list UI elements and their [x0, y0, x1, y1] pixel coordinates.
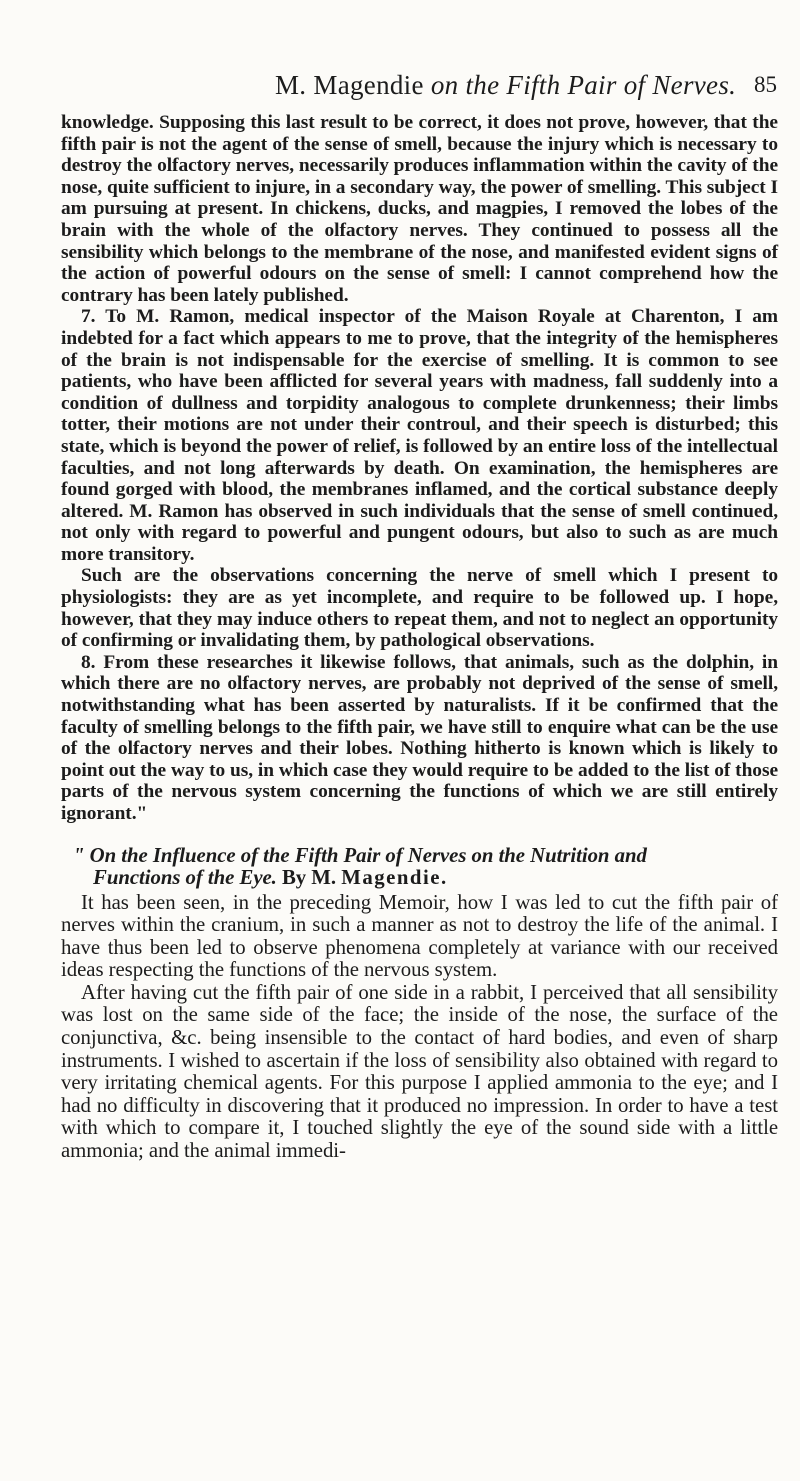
page-number: 85: [754, 72, 777, 97]
memoir-one-continuation: [61, 112, 778, 825]
byline-author: Magendie.: [341, 866, 448, 890]
running-head: [0, 70, 800, 100]
body-text: [61, 112, 778, 1162]
paragraph: After having cut the fifth pair of one side in a rabbit, I perceived that all sensibility was lost on the same side of the face; the inside of the nose, the surface of the conjunctiva, &c. being insensible to the contact of hard bodies, and even of sharp instruments. I wished to ascertain if the loss of sensibility also obtained with regard to very irritating chemical agents. For this purpose I applied ammonia to the eye; and I had no difficulty in discovering that it produced no impression. In order to have a test with which to compare it, I touched slightly the eye of the sound side with a little ammonia; and the animal immedi-: [61, 980, 778, 1162]
paragraph: knowledge. Supposing this last result to be correct, it does not prove, however, that the fifth pair is not the agent of the sense of smell, because the injury which is necessary to destroy the olfactory nerves, necessarily produces inflammation within the cavity of the nose, quite sufficient to injure, in a secondary way, the power of smelling. This subject I am pursuing at present. In chickens, ducks, and magpies, I removed the lobes of the brain with the whole of the olfactory nerves. They continued to possess all the sensibility which belongs to the membrane of the nose, and manifested evident signs of the action of powerful odours on the sense of smell: I cannot comprehend how the contrary has been lately published.: [61, 112, 778, 306]
paragraph: 8. From these researches it likewise follows, that animals, such as the dolphin, in which there are no olfactory nerves, are probably not deprived of the sense of smell, notwithstanding what has been asserted by naturalists. If it be confirmed that the faculty of smelling belongs to the fifth pair, we have still to enquire what can be the use of the olfactory nerves and their lobes. Nothing hitherto is known which is likely to point out the way to us, in which case they would require to be added to the list of those parts of the nervous system concerning the functions of which we are still entirely ignorant.": [61, 651, 778, 824]
section-heading-title-line1: " On the Influence of the Fifth Pair of Nerves on the Nutrition and: [73, 843, 647, 867]
section-heading: [61, 845, 778, 890]
byline-prefix: By M.: [276, 866, 342, 890]
running-title: [275, 70, 736, 100]
section-heading-byline: [277, 866, 448, 889]
running-title-italic: on the Fifth Pair of Nerves.: [430, 70, 737, 100]
memoir-two: [61, 845, 778, 1163]
running-title-prefix: M. Magendie: [275, 70, 431, 100]
paragraph: Such are the observations concerning the nerve of smell which I present to physiologists: they are as yet incomplete, and require to be followed up. I hope, however, that they may induce others to repeat them, and not to neglect an opportunity of confirming or invalidating them, by pathological observations.: [61, 565, 778, 652]
section-heading-title-line2: Functions of the Eye.: [93, 866, 277, 890]
section-heading-line2: [73, 867, 778, 890]
paragraph: It has been seen, in the preceding Memoir, how I was led to cut the fifth pair of nerves within the cranium, in such a manner as not to destroy the life of the animal. I have thus been led to observe phenomena completely at variance with our received ideas respecting the functions of the nervous system.: [61, 890, 778, 982]
paragraph: 7. To M. Ramon, medical inspector of the Maison Royale at Charenton, I am indebted for a fact which appears to me to prove, that the integrity of the hemispheres of the brain is not indispensable for the exercise of smelling. It is common to see patients, who have been afflicted for several years with madness, fall suddenly into a condition of dullness and torpidity analogous to complete drunkenness; their limbs totter, their motions are not under their controul, and their speech is disturbed; this state, which is beyond the power of relief, is followed by an entire loss of the intellectual faculties, and not long afterwards by death. On examination, the hemispheres are found gorged with blood, the membranes inflamed, and the cortical substance deeply altered. M. Ramon has observed in such individuals that the sense of smell continued, not only with regard to powerful and pungent odours, but also to such as are much more transitory.: [61, 306, 778, 565]
